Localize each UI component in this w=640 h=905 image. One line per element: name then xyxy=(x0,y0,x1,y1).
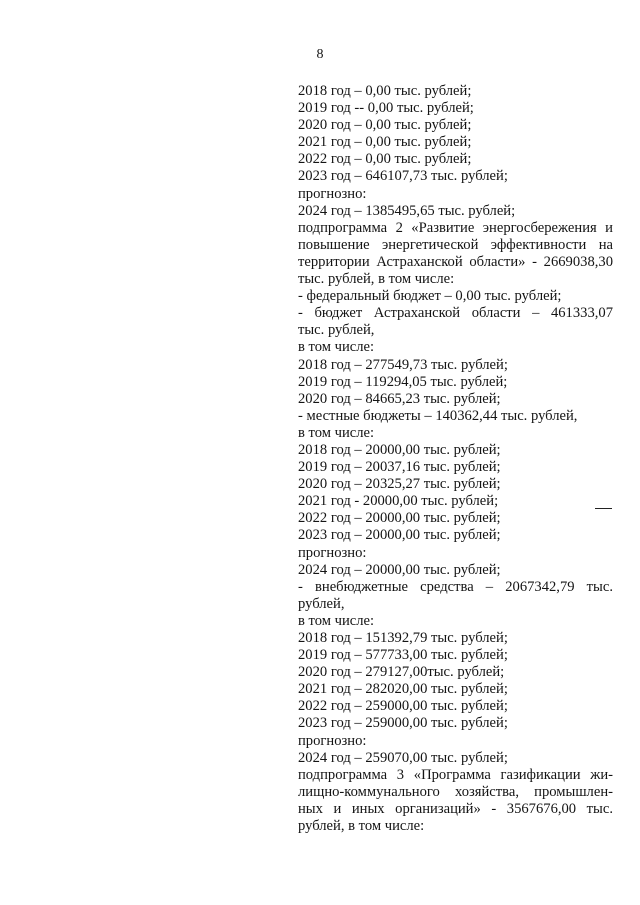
text-line: в том числе: xyxy=(298,339,375,356)
text-line: 2019 год -- 0,00 тыс. рублей; xyxy=(298,100,474,117)
text-line: 2022 год – 20000,00 тыс. рублей; xyxy=(298,510,501,527)
text-line: 2019 год – 20037,16 тыс. рублей; xyxy=(298,459,501,476)
text-line: - внебюджетные средства – 2067342,79 тыс. xyxy=(298,578,613,595)
text-line: 2020 год – 0,00 тыс. рублей; xyxy=(298,117,472,134)
text-line: 2021 год – 0,00 тыс. рублей; xyxy=(298,134,472,151)
text-line: 2022 год – 0,00 тыс. рублей; xyxy=(298,151,472,168)
page-number: 8 xyxy=(316,47,324,62)
text-line: 2022 год – 259000,00 тыс. рублей; xyxy=(298,698,508,715)
document-body xyxy=(298,83,613,835)
text-line: лищно-коммунального хозяйства, промышлен- xyxy=(298,783,613,800)
text-line: прогнозно: xyxy=(298,544,367,561)
text-line: 2019 год – 577733,00 тыс. рублей; xyxy=(298,647,508,664)
text-line: повышение энергетической эффективности на xyxy=(298,236,613,253)
text-line: территории Астраханской области» - 2669038,30 xyxy=(298,253,613,270)
text-line: 2023 год – 646107,73 тыс. рублей; xyxy=(298,168,508,185)
margin-dash xyxy=(595,508,612,509)
text-line: 2018 год – 151392,79 тыс. рублей; xyxy=(298,630,508,646)
text-line: 2020 год – 20325,27 тыс. рублей; xyxy=(298,476,501,493)
text-line: ных и иных организаций» - 3567676,00 тыс. xyxy=(298,800,613,817)
text-line: 2023 год – 259000,00 тыс. рублей; xyxy=(298,715,508,732)
text-line: в том числе: xyxy=(298,424,375,441)
text-line: - федеральный бюджет – 0,00 тыс. рублей; xyxy=(298,288,562,305)
text-line: подпрограмма 2 «Развитие энергосбережения и xyxy=(298,219,613,236)
text-line: 2024 год – 1385495,65 тыс. рублей; xyxy=(298,202,516,219)
text-line: 2018 год – 0,00 тыс. рублей; xyxy=(298,83,472,99)
text-line: подпрограмма 3 «Программа газификации жи- xyxy=(298,766,613,783)
text-line: - местные бюджеты – 140362,44 тыс. рублей, xyxy=(298,407,578,424)
text-line: 2021 год - 20000,00 тыс. рублей; xyxy=(298,493,499,510)
text-line: прогнозно: xyxy=(298,732,367,749)
text-line: 2024 год – 20000,00 тыс. рублей; xyxy=(298,561,501,578)
text-line: 2024 год – 259070,00 тыс. рублей; xyxy=(298,749,508,766)
text-line: рублей, в том числе: xyxy=(298,818,425,835)
text-line: 2023 год – 20000,00 тыс. рублей; xyxy=(298,527,501,544)
text-line: тыс. рублей, в том числе: xyxy=(298,271,455,288)
text-line: 2020 год – 84665,23 тыс. рублей; xyxy=(298,390,501,407)
text-line: 2018 год – 277549,73 тыс. рублей; xyxy=(298,356,508,373)
text-line: 2019 год – 119294,05 тыс. рублей; xyxy=(298,373,508,390)
text-line: - бюджет Астраханской области – 461333,07 xyxy=(298,305,613,322)
text-line: в том числе: xyxy=(298,612,375,629)
text-line: 2018 год – 20000,00 тыс. рублей; xyxy=(298,441,501,458)
text-line: 2021 год – 282020,00 тыс. рублей; xyxy=(298,681,508,698)
text-line: прогнозно: xyxy=(298,185,367,202)
text-line: рублей, xyxy=(298,595,345,612)
text-line: тыс. рублей, xyxy=(298,322,375,339)
text-line: 2020 год – 279127,00тыс. рублей; xyxy=(298,664,505,681)
